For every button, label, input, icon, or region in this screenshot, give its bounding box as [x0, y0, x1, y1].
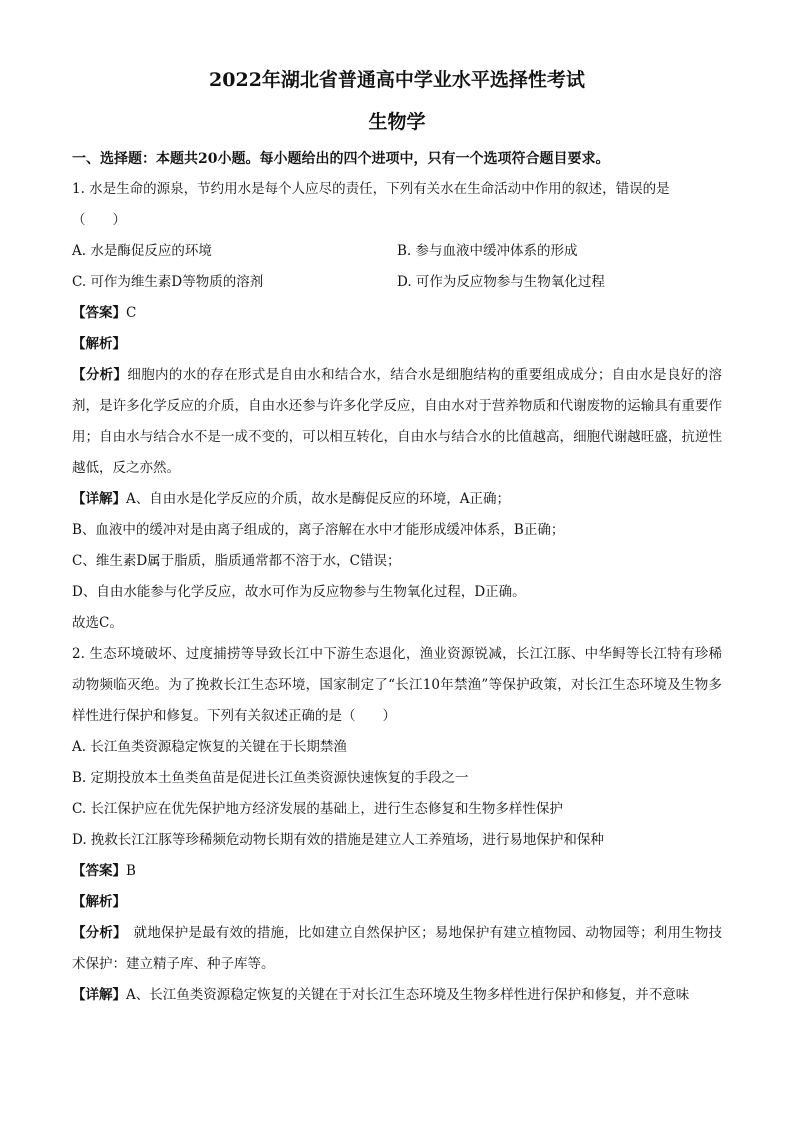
q2-xiangjie-a: [72, 980, 722, 1011]
q2-jiexi: 【解析】: [72, 894, 126, 910]
q1-fenxi-text: 细胞内的水的存在形式是自由水和结合水，结合水是细胞结构的重要组成成分；自由水是良好的溶剂，是许多化学反应的介质，自由水还参与许多化学反应，自由水对于营养物质和代谢废物的运输具有重要作用；自由水与结合水不是一成不变的，可以相互转化，自由水与结合水的比值越高，细胞代谢越旺盛，抗逆性越低，反之亦然。: [72, 367, 723, 476]
xiangjie-tag: 【详解】: [72, 987, 126, 1003]
q1-answer-value: C: [126, 305, 137, 321]
q1-xiangjie-a-text: A、自由水是化学反应的介质，故水是酶促反应的环境，A正确；: [126, 491, 510, 507]
q2-option-a: A. 长江鱼类资源稳定恢复的关键在于长期禁渔: [72, 739, 347, 755]
q2-answer: [72, 856, 722, 887]
q1-option-d: D. 可作为反应物参与生物氧化过程: [397, 274, 605, 290]
q1-option-a: A. 水是酶促反应的环境: [72, 243, 212, 259]
question-1: [72, 174, 722, 639]
question-2: [72, 639, 722, 1011]
q1-xiangjie-d: D、自由水能参与化学反应，故水可作为反应物参与生物氧化过程，D正确。: [72, 584, 526, 600]
xiangjie-tag: 【详解】: [72, 491, 126, 507]
exam-title: 2022年湖北省普通高中学业水平选择性考试: [209, 69, 585, 91]
fenxi-tag: 【分析】: [72, 367, 128, 383]
q2-stem: 2. 生态环境破坏、过度捕捞等导致长江中下游生态退化，渔业资源锐减，长江江豚、中华鲟等长江特有珍稀动物频临灭绝。为了挽救长江生态环境，国家制定了“长江10年禁渔”等保护政策，对长江生态环境及生物多样性进行保护和修复。下列有关叙述正确的是（ ）: [72, 646, 722, 724]
answer-tag: 【答案】: [72, 305, 126, 321]
q1-stem-line2: （ ）: [72, 212, 126, 228]
q1-stem-line1: 1. 水是生命的源泉，节约用水是每个人应尽的责任，下列有关水在生命活动中作用的叙述，错误的是: [72, 181, 670, 197]
q1-fenxi: [72, 360, 722, 484]
answer-tag: 【答案】: [72, 863, 126, 879]
q1-xiangjie-b: B、血液中的缓冲对是由离子组成的，离子溶解在水中才能形成缓冲体系，B正确；: [72, 522, 565, 538]
q2-answer-value: B: [126, 863, 136, 879]
q2-fenxi-text: 就地保护是最有效的措施，比如建立自然保护区；易地保护有建立植物园、动物园等；利用生物技术保护：建立精子库、种子库等。: [72, 925, 723, 972]
q1-jiexi: 【解析】: [72, 336, 126, 352]
q1-xiangjie-a: [72, 484, 722, 515]
q2-option-c: C. 长江保护应在优先保护地方经济发展的基础上，进行生态修复和生物多样性保护: [72, 801, 563, 817]
q1-conclusion: 故选C。: [72, 615, 123, 631]
q1-options-row2: [72, 267, 722, 298]
q1-option-b: B. 参与血液中缓冲体系的形成: [397, 243, 578, 259]
q2-option-b: B. 定期投放本土鱼类鱼苗是促进长江鱼类资源快速恢复的手段之一: [72, 770, 469, 786]
q2-xiangjie-a-text: A、长江鱼类资源稳定恢复的关键在于对长江生态环境及生物多样性进行保护和修复，并不意味: [126, 987, 690, 1003]
q1-option-c: C. 可作为维生素D等物质的溶剂: [72, 274, 264, 290]
subject-title: 生物学: [368, 111, 426, 133]
fenxi-tag: 【分析】: [72, 925, 120, 941]
q1-answer: [72, 298, 722, 329]
q2-option-d: D. 挽救长江江豚等珍稀频危动物长期有效的措施是建立人工养殖场，进行易地保护和保种: [72, 832, 604, 848]
section-heading: 一、选择题：本题共20小题。每小题给出的四个进项中，只有一个选项符合题目要求。: [72, 151, 610, 167]
q2-fenxi: [72, 918, 722, 980]
q1-xiangjie-c: C、维生素D属于脂质，脂质通常都不溶于水，C错误；: [72, 553, 401, 569]
q1-options-row1: [72, 236, 722, 267]
